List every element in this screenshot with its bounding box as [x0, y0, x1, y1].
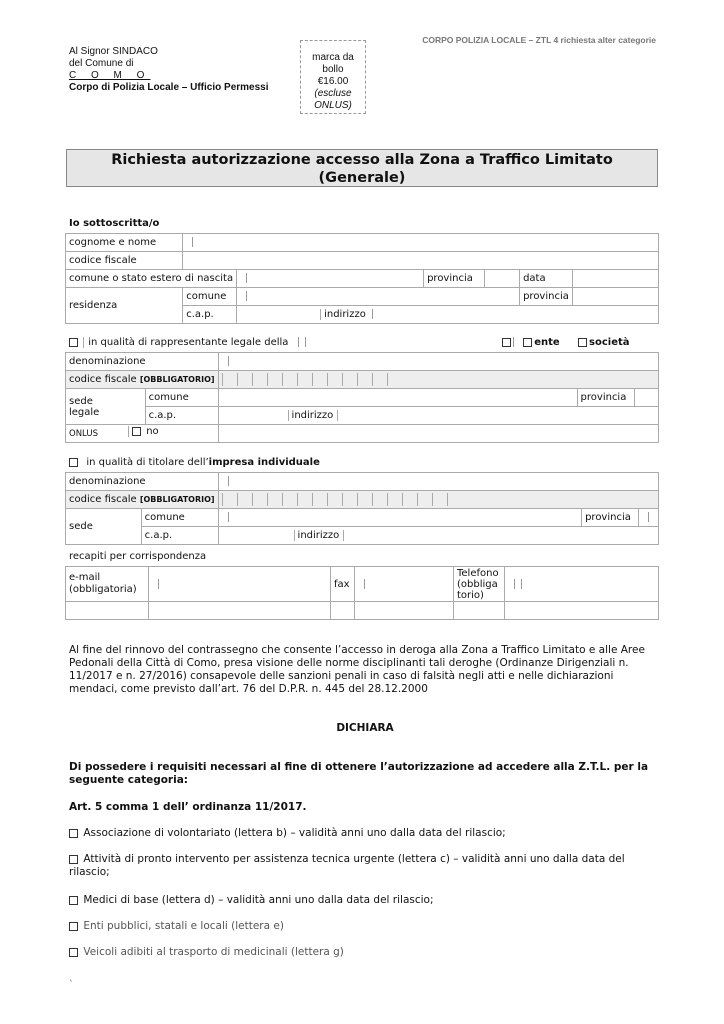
ente-label: ente	[534, 337, 560, 348]
input-nascita[interactable]	[237, 270, 424, 288]
titolare-label-bold: impresa individuale	[208, 457, 320, 468]
titolare-row	[69, 457, 320, 468]
title-line1: Richiesta autorizzazione accesso alla Zona a Traffico Limitato	[111, 152, 613, 168]
obbligatorio-ente: [OBBLIGATORIO]	[139, 375, 215, 384]
label-cap-impresa: c.a.p.	[141, 527, 218, 545]
footer-mark: `	[69, 980, 74, 990]
option-label-1: Associazione di volontariato (lettera b) – validità anni uno dalla data del rilascio;	[83, 827, 506, 839]
cap-indirizzo-ente[interactable]	[218, 407, 658, 425]
label-indirizzo-impresa: indirizzo	[294, 530, 345, 541]
label-indirizzo-ente: indirizzo	[288, 410, 339, 421]
label-denominazione-ente: denominazione	[66, 353, 219, 371]
input-cf-ente[interactable]	[218, 371, 658, 389]
input-cf-impresa[interactable]	[218, 491, 658, 509]
option-medicinali[interactable]	[69, 946, 661, 958]
blank-checkbox[interactable]	[502, 338, 511, 347]
label-cf-ente	[66, 371, 219, 389]
option-checkbox-4[interactable]	[69, 922, 78, 931]
label-sede-impresa: sede	[66, 509, 142, 545]
recapiti-empty-5[interactable]	[454, 602, 505, 620]
tel-line3: torio)	[457, 589, 484, 601]
intro-paragraph: Al fine del rinnovo del contrassegno che consente l’accesso in deroga alla Zona a Traffico Limitato e alle Aree Pedonali della Città di Como, presa visione delle norme disciplinanti tali deroghe (Ordinanze Dirigenziali n. 11/2017 e n. 27/2016) consapevole delle sanzioni penali in caso di falsità negli atti e nelle dichiarazioni mendaci, come previsto dall’art. 76 del D.P.R. n. 445 del 28.12.2000	[69, 644, 645, 695]
input-data[interactable]	[572, 270, 658, 288]
input-comune-impresa[interactable]	[218, 509, 582, 527]
legale-text: legale	[69, 406, 100, 418]
onlus-row[interactable]	[218, 425, 658, 443]
label-nascita: comune o stato estero di nascita	[66, 270, 237, 288]
onlus-no-checkbox[interactable]	[132, 427, 141, 436]
label-provincia-ente: provincia	[577, 389, 634, 407]
rappresentante-checkbox[interactable]	[69, 338, 78, 347]
option-pronto-intervento[interactable]	[69, 853, 661, 879]
label-residenza: residenza	[66, 288, 183, 324]
label-codice-fiscale: codice fiscale	[66, 252, 183, 270]
addr-line4: Corpo di Polizia Locale – Ufficio Permessi	[69, 82, 269, 93]
input-comune-ente[interactable]	[218, 389, 577, 407]
option-checkbox-1[interactable]	[69, 829, 78, 838]
label-provincia-impresa: provincia	[582, 509, 639, 527]
input-provincia-ente[interactable]	[634, 389, 658, 407]
label-comune-impresa: comune	[141, 509, 218, 527]
input-codice-fiscale[interactable]	[183, 252, 659, 270]
table-titolare	[65, 472, 659, 545]
dichiara-heading: DICHIARA	[336, 722, 394, 734]
option-label-4: Enti pubblici, statali e locali (lettera e)	[83, 920, 284, 932]
cf-ente-text: codice fiscale	[69, 374, 137, 385]
option-volontariato[interactable]	[69, 827, 661, 839]
label-cf-impresa	[66, 491, 219, 509]
option-checkbox-3[interactable]	[69, 896, 78, 905]
label-comune-res: comune	[183, 288, 237, 306]
sede-text: sede	[69, 395, 93, 407]
obbligatorio-impresa: [OBBLIGATORIO]	[139, 495, 215, 504]
label-email	[66, 567, 149, 602]
label-provincia-nascita: provincia	[424, 270, 485, 288]
recapiti-heading: recapiti per corrispondenza	[69, 551, 207, 562]
ente-societa-row	[502, 337, 630, 348]
label-cognome: cognome e nome	[66, 234, 183, 252]
titolare-label-pre: in qualità di titolare dell’	[86, 457, 209, 468]
input-email[interactable]	[149, 567, 331, 602]
label-provincia-res: provincia	[520, 288, 573, 306]
onlus-no-label: no	[146, 426, 159, 437]
recapiti-empty-4[interactable]	[355, 602, 454, 620]
label-data: data	[520, 270, 573, 288]
stamp-line3: €16.00	[317, 76, 349, 87]
revenue-stamp-box	[300, 40, 366, 114]
recapiti-empty-3[interactable]	[331, 602, 355, 620]
stamp-line4: (escluse	[314, 88, 352, 99]
recapiti-empty-6[interactable]	[505, 602, 659, 620]
cap-indirizzo-impresa[interactable]	[218, 527, 658, 545]
label-denominazione-impresa: denominazione	[66, 473, 219, 491]
label-sede-legale	[66, 389, 146, 425]
email-line2: (obbligatoria)	[69, 584, 137, 595]
input-provincia-impresa[interactable]	[639, 509, 659, 527]
rappresentante-row	[69, 337, 312, 348]
stamp-line1: marca da	[312, 52, 354, 63]
onlus-no-option	[128, 426, 159, 437]
input-denominazione-ente[interactable]	[218, 353, 658, 371]
option-label-3: Medici di base (lettera d) – validità anni uno dalla data del rilascio;	[83, 894, 434, 906]
label-indirizzo-res: indirizzo	[320, 309, 366, 320]
input-provincia-nascita[interactable]	[485, 270, 520, 288]
onlus-text: ONLUS	[69, 429, 98, 439]
societa-label: società	[589, 337, 630, 348]
recapiti-empty-2[interactable]	[149, 602, 331, 620]
stamp-line5: ONLUS)	[314, 100, 352, 111]
option-checkbox-5[interactable]	[69, 948, 78, 957]
label-comune-ente: comune	[145, 389, 218, 407]
label-fax: fax	[331, 567, 355, 602]
section-heading-sottoscritto: Io sottoscritta/o	[69, 218, 160, 229]
requisiti-text: Di possedere i requisiti necessari al fine di ottenere l’autorizzazione ad accedere alla Z.T.L. per la seguente categoria:	[69, 761, 649, 786]
addr-line2: del Comune di	[69, 58, 134, 69]
cf-impresa-text: codice fiscale	[69, 494, 137, 505]
page-title	[66, 149, 658, 187]
option-enti[interactable]	[69, 920, 661, 932]
label-telefono	[454, 567, 505, 602]
ente-checkbox[interactable]	[523, 338, 532, 347]
title-line2: (Generale)	[318, 170, 406, 186]
table-recapiti	[65, 566, 659, 620]
input-telefono[interactable]	[505, 567, 659, 602]
label-cap-ente: c.a.p.	[145, 407, 218, 425]
addr-line1: Al Signor SINDACO	[69, 46, 158, 57]
input-cognome[interactable]	[183, 234, 659, 252]
rappresentante-label: in qualità di rappresentante legale della	[83, 337, 288, 348]
option-label-5: Veicoli adibiti al trasporto di medicinali (lettera g)	[83, 946, 344, 958]
header-right-text: CORPO POLIZIA LOCALE – ZTL 4 richiesta alter categorie	[422, 35, 656, 45]
articolo-text: Art. 5 comma 1 dell’ ordinanza 11/2017.	[69, 801, 307, 813]
input-fax[interactable]	[355, 567, 454, 602]
tel-line2: (obbliga	[457, 578, 498, 590]
societa-checkbox[interactable]	[578, 338, 587, 347]
input-comune-res[interactable]	[237, 288, 520, 306]
input-provincia-res[interactable]	[572, 288, 658, 306]
stamp-line2: bollo	[322, 64, 344, 75]
tel-line1: Telefono	[457, 567, 499, 579]
option-medici[interactable]	[69, 894, 661, 906]
email-line1: e-mail	[69, 572, 101, 583]
label-cap-res: c.a.p.	[183, 306, 237, 324]
cap-indirizzo-res[interactable]	[237, 306, 659, 324]
titolare-checkbox[interactable]	[69, 458, 78, 467]
recipient-address	[69, 46, 269, 94]
addr-line3: C O M O	[69, 70, 151, 81]
option-label-2: Attività di pronto intervento per assistenza tecnica urgente (lettera c) – validità anni uno dalla data del rilascio;	[69, 853, 625, 878]
recapiti-empty-1[interactable]	[66, 602, 149, 620]
table-sottoscritto	[65, 233, 659, 324]
input-denominazione-impresa[interactable]	[218, 473, 658, 491]
option-checkbox-2[interactable]	[69, 855, 78, 864]
